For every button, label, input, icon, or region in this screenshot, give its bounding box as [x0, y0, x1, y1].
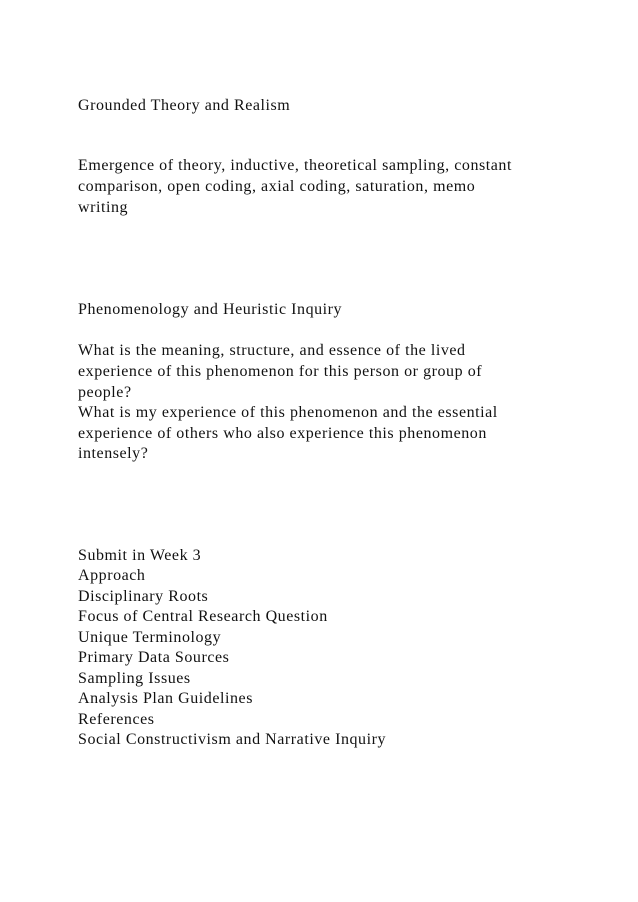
submission-list-item: Analysis Plan Guidelines [78, 690, 253, 707]
phenomenology-text-line: experience of this phenomenon for this person or group of [78, 363, 483, 380]
submission-list-item: Disciplinary Roots [78, 588, 209, 605]
submission-list-item: References [78, 711, 155, 728]
phenomenology-text-line: people? [78, 384, 132, 401]
submission-list-item: Approach [78, 567, 146, 584]
phenomenology-text-line: experience of others who also experience this phenomenon [78, 425, 487, 442]
grounded-theory-text-line: Emergence of theory, inductive, theoretical sampling, constant [78, 157, 512, 174]
grounded-theory-text-line: comparison, open coding, axial coding, saturation, memo [78, 178, 476, 195]
phenomenology-text-line: intensely? [78, 445, 149, 462]
submission-list-item: Focus of Central Research Question [78, 608, 328, 625]
phenomenology-text-line: What is my experience of this phenomenon and the essential [78, 404, 498, 421]
submission-list-item: Sampling Issues [78, 670, 191, 687]
grounded-theory-text-line: writing [78, 199, 129, 216]
submission-heading: Submit in Week 3 [78, 547, 202, 564]
submission-list-item: Social Constructivism and Narrative Inquiry [78, 731, 387, 748]
phenomenology-text-line: What is the meaning, structure, and essence of the lived [78, 342, 466, 359]
section-title-grounded-theory: Grounded Theory and Realism [78, 97, 291, 114]
section-title-phenomenology: Phenomenology and Heuristic Inquiry [78, 301, 343, 318]
submission-list-item: Primary Data Sources [78, 649, 230, 666]
submission-list-item: Unique Terminology [78, 629, 222, 646]
